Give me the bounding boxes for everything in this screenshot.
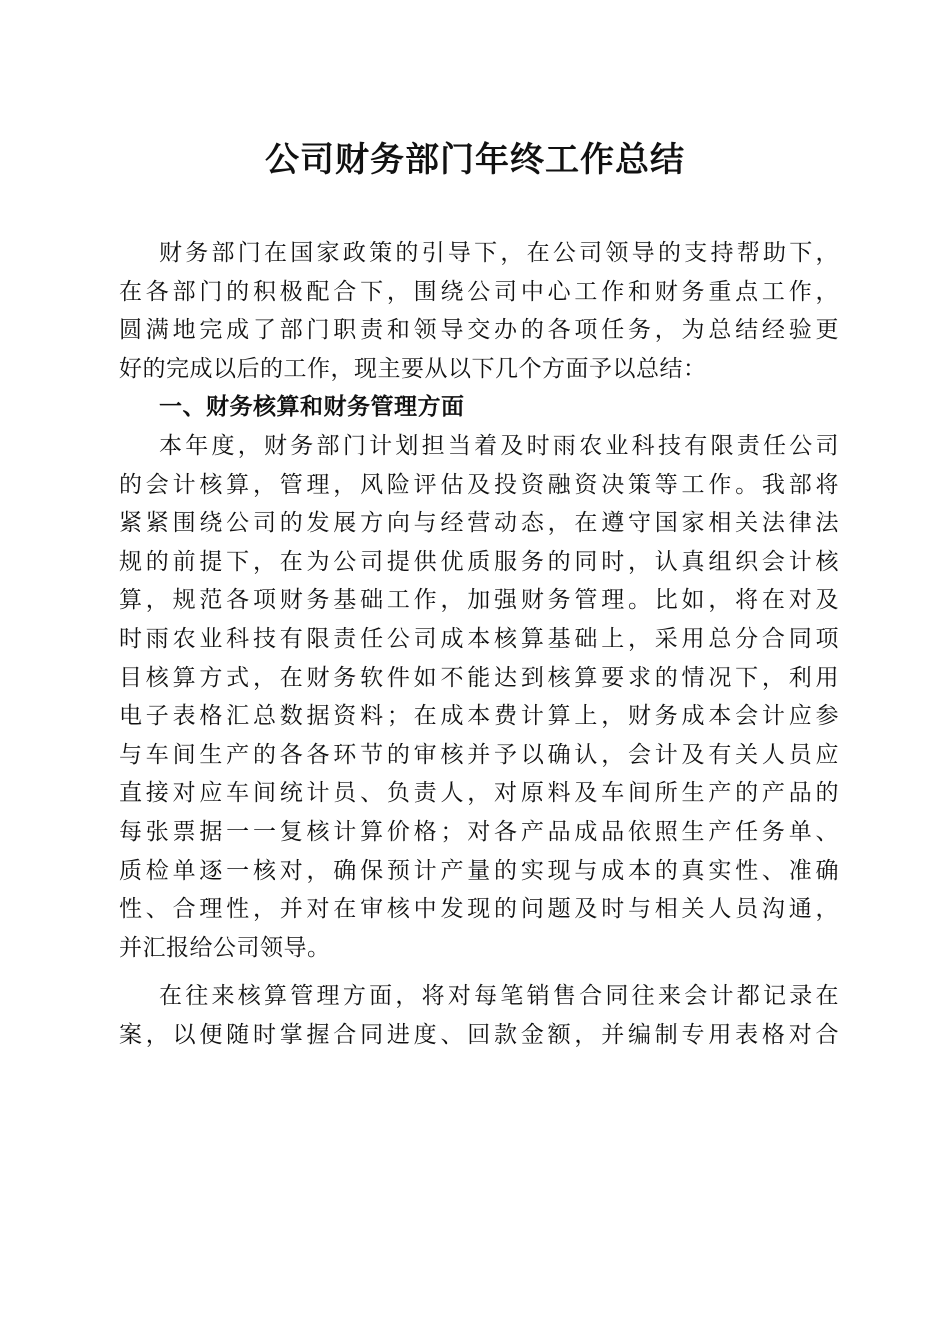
paragraph-gap	[119, 967, 839, 977]
paragraph-line: 财务部门在国家政策的引导下，在公司领导的支持帮助下，	[159, 240, 839, 266]
paragraph-line: 圆满地完成了部门职责和领导交办的各项任务，为总结经验更	[119, 317, 839, 344]
paragraph-line: 紧紧围绕公司的发展方向与经营动态，在遵守国家相关法律法	[119, 510, 839, 537]
section1-paragraph	[119, 427, 839, 967]
paragraph-line: 性、合理性，并对在审核中发现的问题及时与相关人员沟通，	[119, 896, 839, 923]
document-body	[119, 234, 839, 1054]
paragraph-line: 好的完成以后的工作，现主要从以下几个方面予以总结：	[119, 355, 707, 382]
paragraph-line: 电子表格汇总数据资料；在成本费计算上，财务成本会计应参	[119, 703, 839, 730]
paragraph-line: 质检单逐一核对，确保预计产量的实现与成本的真实性、准确	[119, 857, 839, 884]
paragraph-line: 在各部门的积极配合下，围绕公司中心工作和财务重点工作，	[119, 278, 839, 305]
intro-paragraph	[119, 234, 839, 388]
paragraph-line: 直接对应车间统计员、负责人，对原料及车间所生产的产品的	[119, 780, 839, 807]
paragraph-line: 本年度，财务部门计划担当着及时雨农业科技有限责任公司	[159, 432, 839, 459]
paragraph-line: 算，规范各项财务基础工作，加强财务管理。比如，将在对及	[119, 587, 839, 614]
paragraph-line: 与车间生产的各各环节的审核并予以确认，会计及有关人员应	[119, 741, 839, 768]
paragraph-line: 规的前提下，在为公司提供优质服务的同时，认真组织会计核	[119, 548, 839, 575]
paragraph-line: 目核算方式，在财务软件如不能达到核算要求的情况下，利用	[119, 664, 839, 691]
paragraph-line: 时雨农业科技有限责任公司成本核算基础上，采用总分合同项	[119, 625, 839, 652]
paragraph-line: 并汇报给公司领导。	[119, 934, 331, 961]
paragraph-line: 案，以便随时掌握合同进度、回款金额，并编制专用表格对合	[119, 1021, 839, 1048]
paragraph-line: 的会计核算，管理，风险评估及投资融资决策等工作。我部将	[119, 471, 839, 498]
paragraph-line: 每张票据一一复核计算价格；对各产品成品依照生产任务单、	[119, 818, 839, 845]
section1-paragraph-2	[119, 977, 839, 1054]
section-heading: 一、财务核算和财务管理方面	[159, 394, 465, 421]
paragraph-line: 在往来核算管理方面，将对每笔销售合同往来会计都记录在	[159, 983, 839, 1010]
document-title: 公司财务部门年终工作总结	[265, 140, 685, 180]
